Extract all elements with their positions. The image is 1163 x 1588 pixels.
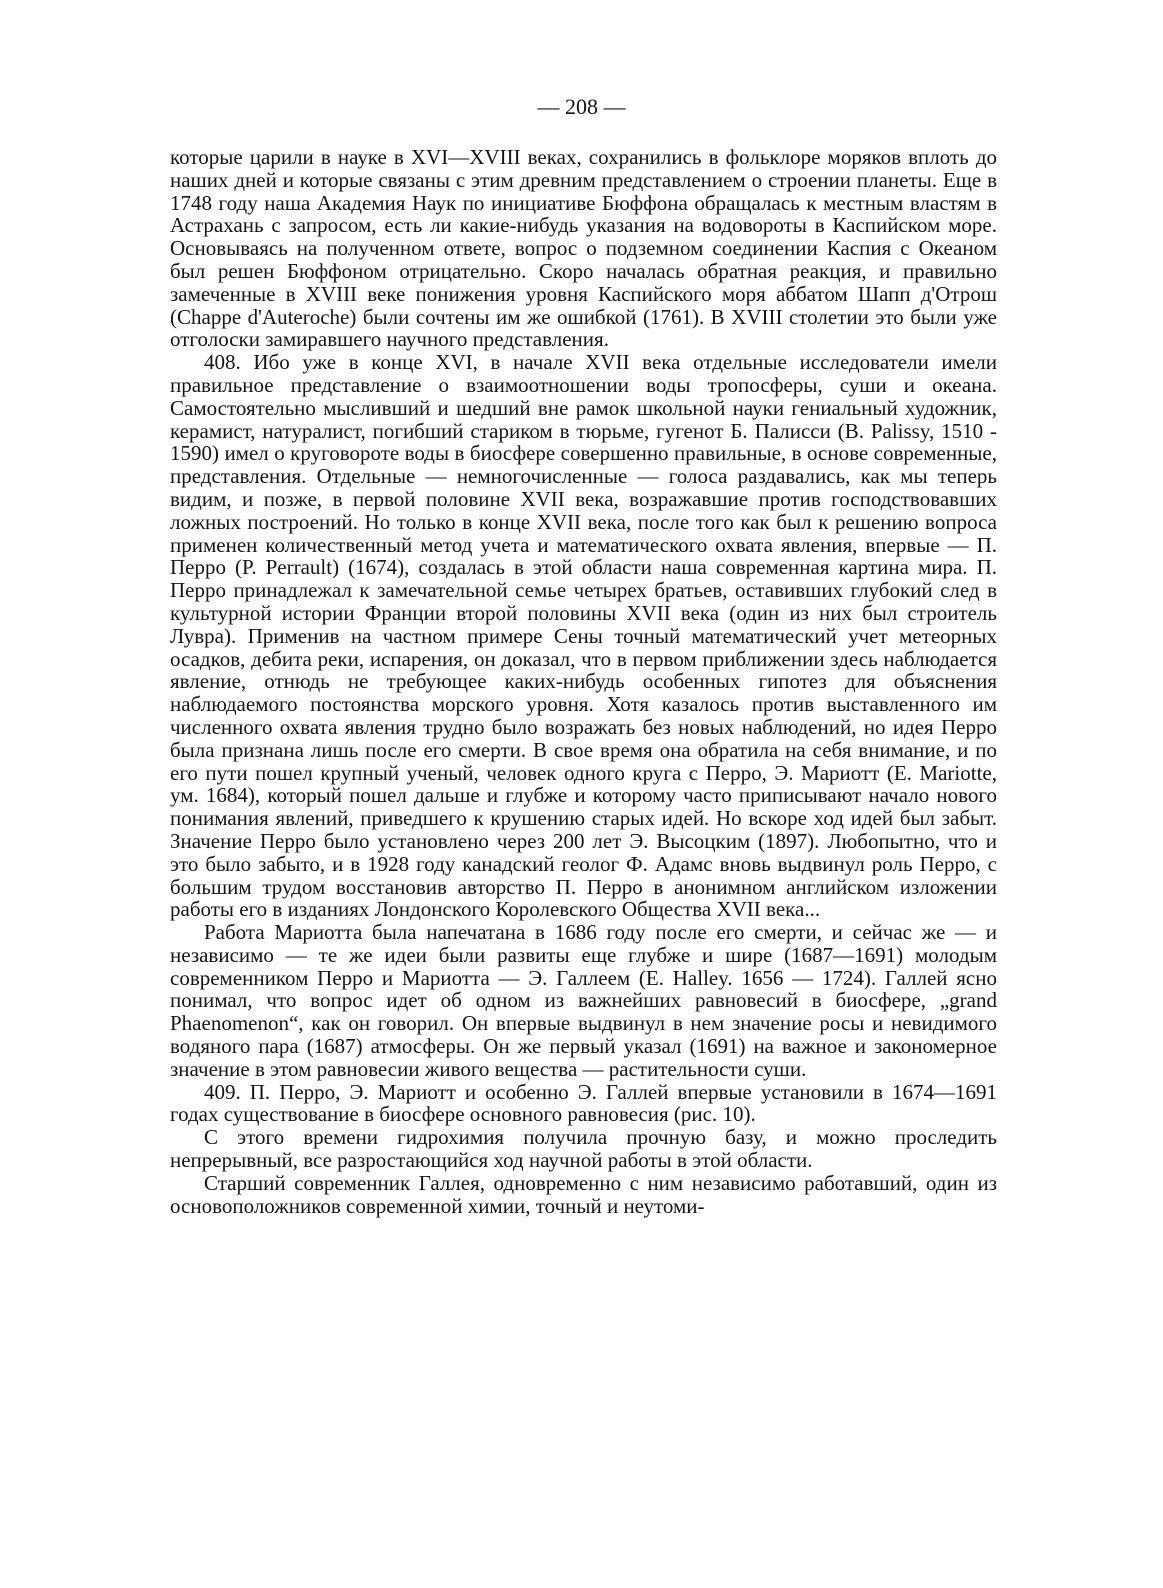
paragraph-halley-contemporary: Старший современник Галлея, одновременно с ним независимо работавший, один из основоположников современной химии, точный и неутоми- — [170, 1170, 997, 1218]
paragraph-409: 409. П. Перро, Э. Мариотт и особенно Э. Галлей впервые установили в 1674—1691 годах существование в биосфере основного равновесия (рис. 10). — [170, 1079, 997, 1127]
paragraph-408: 408. Ибо уже в конце XVI, в начале XVII века отдельные исследователи имели правильное представление о взаимоотношении воды тропосферы, суши и океана. Самостоятельно мысливший и шедший вне рамок школьной науки гениальный художник, керамист, натуралист, погибший стариком в тюрьме, гугенот Б. Палисси (B. Palissy, 1510 - 1590) имел о круговороте воды в биосфере совершенно правильные, в основе современные, представления. Отдельные — немногочисленные — голоса раздавались, как мы теперь видим, и позже, в первой половине XVII века, возражавшие против господствовавших ложных построений. Но только в конце XVII века, после того как был к решению вопроса применен количественный метод учета и математического охвата явления, впервые — П. Перро (P. Perrault) (1674), создалась в этой области наша современная картина мира. П. Перро принадлежал к замечательной семье четырех братьев, оставивших глубокий след в культурной истории Франции второй половины XVII века (один из них был строитель Лувра). Применив на частном примере Сены точный математический учет метеорных осадков, дебита реки, испарения, он доказал, что в первом приближении здесь наблюдается явление, отнюдь не требующее каких-нибудь особенных гипотез для объяснения наблюдаемого постоянства морского уровня. Хотя казалось против выставленного им численного охвата явления трудно было возражать без новых наблюдений, но идея Перро была признана лишь после его смерти. В свое время она обратила на себя внимание, и по его пути пошел крупный ученый, человек одного круга с Перро, Э. Мариотт (E. Mariotte, ум. 1684), который пошел дальше и глубже и которому часто приписывают начало нового понимания явлений, приведшего к крушению старых идей. Но вскоре ход идей был забыт. Значение Перро было установлено через 200 лет Э. Высоцким (1897). Любопытно, что и это было забыто, и в 1928 году канадский геолог Ф. Адамс вновь выдвинул роль Перро, с большим трудом восстановив авторство П. Перро в анонимном английском изложении работы его в изданиях Лондонского Королевского Общества XVII века... — [170, 350, 997, 922]
page-number: — 208 — — [537, 94, 626, 119]
paragraph-continued: которые царили в науке в XVI—XVIII веках, сохранились в фольклоре моряков вплоть до наших дней и которые связаны с этим древним представлением о строении планеты. Еще в 1748 году наша Академия Наук по инициативе Бюффона обращалась к местным властям в Астрахань с запросом, есть ли какие-нибудь указания на водовороты в Каспийском море. Основываясь на полученном ответе, вопрос о подземном соединении Каспия с Океаном был решен Бюффоном отрицательно. Скоро началась обратная реакция, и правильно замеченные в XVIII веке понижения уровня Каспийского моря аббатом Шапп д'Отрош (Chappe d'Auteroche) были сочтены им же ошибкой (1761). В XVIII столетии это были уже отголоски замиравшего научного представления. — [170, 145, 997, 352]
paragraph-mariotte: Работа Мариотта была напечатана в 1686 году после его смерти, и сейчас же — и независимо — те же идеи были развиты еще глубже и шире (1687—1691) молодым современником Перро и Мариотта — Э. Галлеем (E. Halley. 1656 — 1724). Галлей ясно понимал, что вопрос идет об одном из важнейших равновесий в биосфере, „grand Phaenomenon“, как он говорил. Он впервые выдвинул в нем значение росы и невидимого водяного пара (1687) атмосферы. Он же первый указал (1691) на важное и закономерное значение в этом равновесии живого вещества — растительности суши. — [170, 920, 997, 1081]
page-text — [170, 146, 997, 1217]
paragraph-hydrochemistry: С этого времени гидрохимия получила прочную базу, и можно проследить непрерывный, все разростающийся ход научной работы в этой области. — [170, 1125, 997, 1173]
